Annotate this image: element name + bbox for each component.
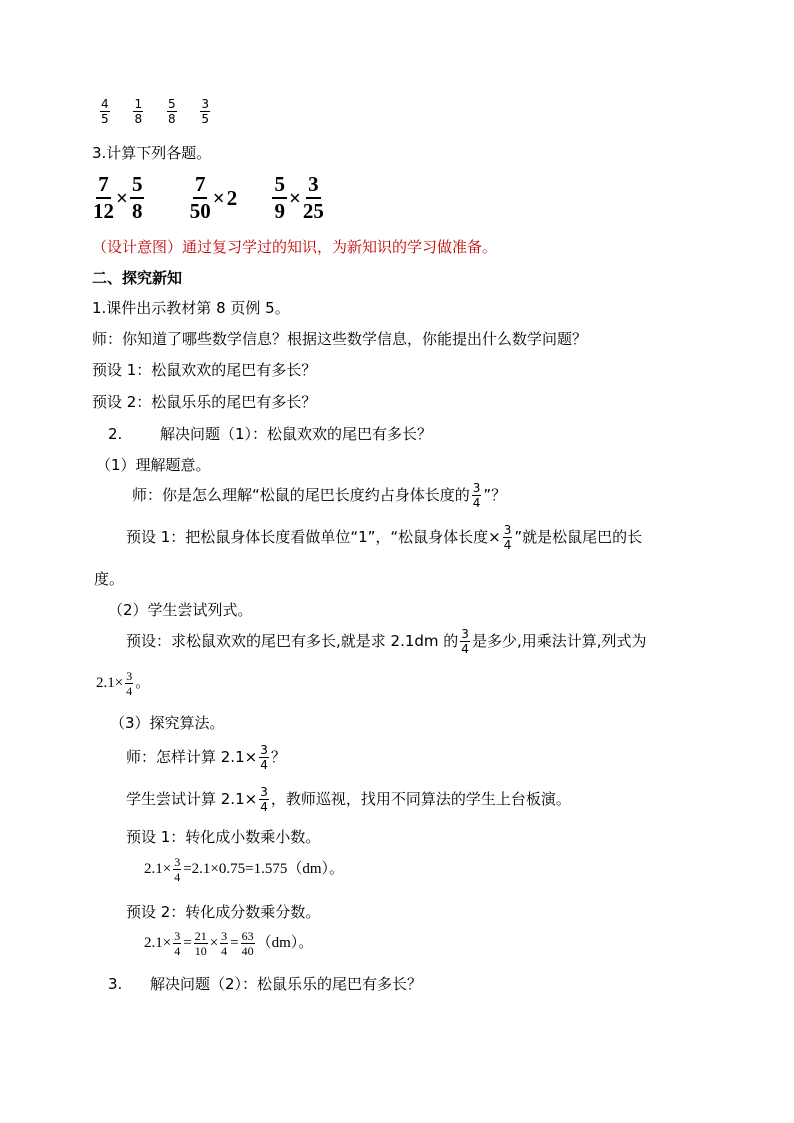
review-fractions-row	[100, 98, 210, 125]
paragraph: 预设 1：松鼠欢欢的尾巴有多长？	[92, 361, 317, 379]
fraction: $\frac{3}{4}$	[126, 669, 133, 698]
design-intent: （设计意图）通过复习学过的知识，为新知识的学习做准备。	[92, 238, 498, 256]
fraction: $\frac{4}{5}$	[101, 97, 109, 126]
fraction: $\frac{3}{4}$	[174, 855, 181, 884]
paragraph: （2）学生尝试列式。	[108, 601, 253, 619]
fraction: $\frac{3}{4}$	[461, 627, 469, 656]
paragraph-with-fraction: 学生尝试计算 2.1× $\frac{3}{4}$ ，教师巡视，找用不同算法的学生上台板演。	[126, 785, 571, 814]
fraction: $\frac{3}{4}$	[260, 743, 268, 772]
paragraph-with-fraction: 预设：求松鼠欢欢的尾巴有多长,就是求 2.1dm 的 $\frac{3}{4}$ 是多少,用乘法计算,列式为	[126, 627, 647, 656]
paragraph-with-fraction: 师：怎样计算 2.1× $\frac{3}{4}$ ？	[126, 743, 286, 772]
expression-line: 2.1× $\frac{3}{4}$ 。	[96, 669, 151, 698]
step-2	[108, 427, 432, 442]
paragraph-continuation: 度。	[94, 570, 125, 588]
paragraph: 师：你知道了哪些数学信息？根据这些数学信息，你能提出什么数学问题？	[92, 330, 588, 348]
fraction: $\frac{3}{5}$	[201, 97, 210, 126]
q3-expressions	[93, 174, 324, 222]
fraction: $\frac{3}{4}$	[221, 929, 228, 958]
expression-3: $\frac{5}{9}$ × $\frac{3}{25}$	[274, 172, 324, 223]
paragraph: 1.课件出示教材第 8 页例 5。	[92, 299, 290, 317]
fraction: $\frac{3}{4}$	[174, 929, 181, 958]
paragraph-with-fraction: 预设 1：把松鼠身体长度看做单位“1”，“松鼠身体长度× $\frac{3}{4}$ ”就是松鼠尾巴的长	[126, 523, 643, 552]
paragraph: 预设 1：转化成小数乘小数。	[126, 828, 321, 846]
fraction: $\frac{5}{8}$	[167, 97, 176, 126]
fraction: $\frac{3}{4}$	[503, 523, 512, 552]
paragraph-with-fraction: 师：你是怎么理解“松鼠的尾巴长度约占身体长度的 $\frac{3}{4}$ ”？	[132, 481, 507, 510]
fraction: $\frac{3}{4}$	[472, 481, 481, 510]
step-3	[108, 977, 422, 992]
section-title: 二、探究新知	[92, 269, 183, 287]
step-number: 3.	[108, 975, 123, 993]
step-text: 解决问题（1）：松鼠欢欢的尾巴有多长？	[160, 425, 433, 443]
fraction: $\frac{1}{8}$	[134, 97, 143, 126]
fraction: $\frac{21}{10}$	[194, 929, 207, 958]
fraction: $\frac{3}{4}$	[260, 785, 268, 814]
expression-2: $\frac{7}{50}$ × 2	[189, 172, 238, 223]
step-number: 2.	[108, 425, 123, 443]
paragraph: （1）理解题意。	[96, 456, 211, 474]
paragraph: 预设 2：松鼠乐乐的尾巴有多长？	[92, 393, 317, 411]
fraction: $\frac{63}{40}$	[241, 929, 254, 958]
paragraph: 预设 2：转化成分数乘分数。	[126, 903, 321, 921]
calculation-decimal: 2.1× $\frac{3}{4}$ =2.1×0.75=1.575（dm）。	[144, 855, 345, 884]
q3-heading: 3.计算下列各题。	[92, 144, 212, 162]
paragraph: （3）探究算法。	[110, 714, 225, 732]
expression-1: $\frac{7}{12}$ × $\frac{5}{8}$	[93, 172, 143, 223]
step-text: 解决问题（2）：松鼠乐乐的尾巴有多长？	[150, 975, 423, 993]
calculation-fraction: 2.1× $\frac{3}{4}$ = $\frac{21}{10}$ × $\frac{3}{4}$ = $\frac{63}{40}$ （dm）。	[144, 929, 314, 958]
